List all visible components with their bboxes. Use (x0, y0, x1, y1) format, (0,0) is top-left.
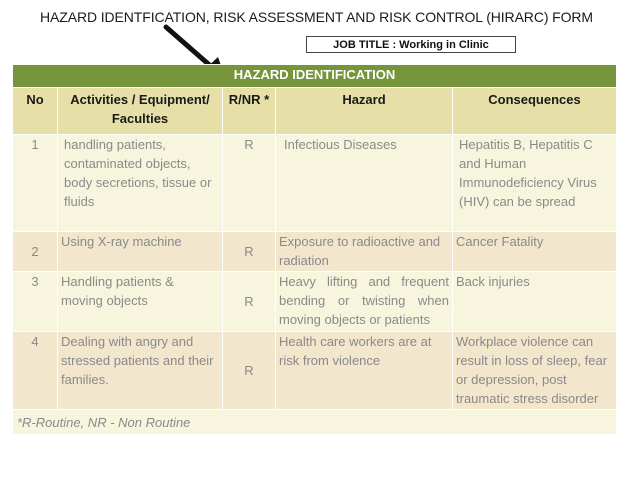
row-hazard: Health care workers are at risk from violence (276, 332, 453, 410)
row-hazard: Exposure to radioactive and radiation (276, 232, 453, 272)
form-title: HAZARD IDENTFICATION, RISK ASSESSMENT AND RISK CONTROL (HIRARC) FORM (40, 9, 593, 25)
row-consequences: Cancer Fatality (453, 232, 617, 272)
footnote: *R-Routine, NR - Non Routine (13, 410, 617, 435)
row-no: 2 (13, 232, 58, 272)
footnote-row (13, 410, 617, 435)
table-row (13, 332, 617, 410)
row-activity: Using X-ray machine (58, 232, 223, 272)
header-consequences: Consequences (453, 88, 617, 135)
row-rnr: R (223, 272, 276, 332)
row-activity: handling patients, contaminated objects, body secretions, tissue or fluids (58, 135, 223, 232)
header-no: No (13, 88, 58, 135)
section-band (13, 65, 617, 88)
row-activity: Handling patients & moving objects (58, 272, 223, 332)
section-title: HAZARD IDENTIFICATION (13, 65, 617, 88)
table-row (13, 135, 617, 232)
row-no: 1 (13, 135, 58, 232)
row-consequences: Back injuries (453, 272, 617, 332)
row-consequences: Workplace violence can result in loss of sleep, fear or depression, post traumatic stress disorder (453, 332, 617, 410)
row-consequences: Hepatitis B, Hepatitis C and Human Immunodeficiency Virus (HIV) can be spread (453, 135, 617, 232)
table-row (13, 232, 617, 272)
row-hazard: Heavy lifting and frequent bending or twisting when moving objects or patients (276, 272, 453, 332)
job-title-box: JOB TITLE : Working in Clinic (306, 36, 516, 53)
header-hazard: Hazard (276, 88, 453, 135)
header-activities: Activities / Equipment/ Faculties (58, 88, 223, 135)
row-activity: Dealing with angry and stressed patients and their families. (58, 332, 223, 410)
hazard-table (12, 64, 617, 435)
row-rnr: R (223, 232, 276, 272)
table-row (13, 272, 617, 332)
row-no: 4 (13, 332, 58, 410)
header-row (13, 88, 617, 135)
row-hazard: Infectious Diseases (276, 135, 453, 232)
header-rnr: R/NR * (223, 88, 276, 135)
row-rnr: R (223, 135, 276, 232)
row-no: 3 (13, 272, 58, 332)
row-rnr: R (223, 332, 276, 410)
